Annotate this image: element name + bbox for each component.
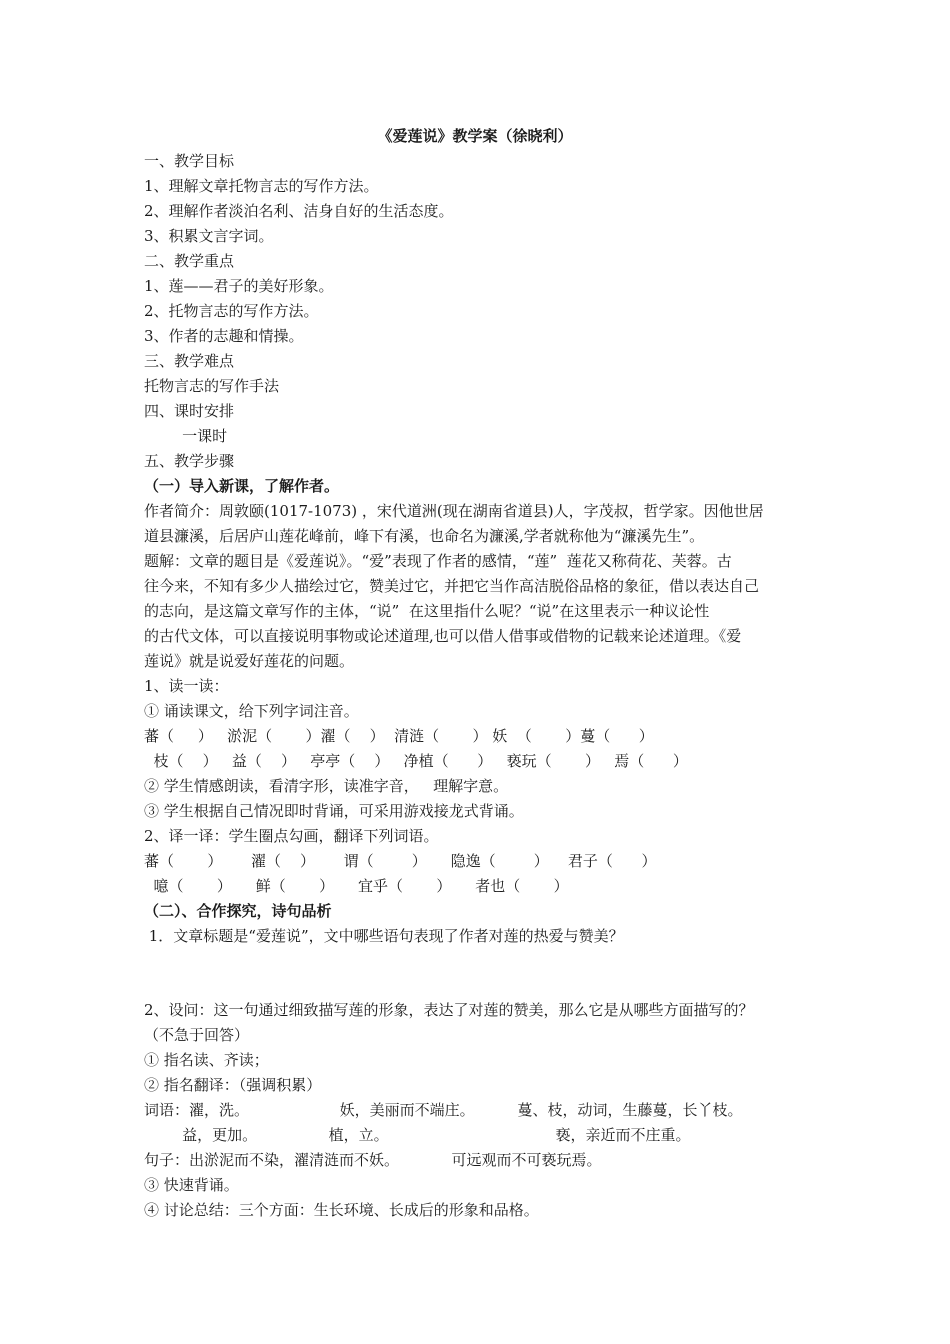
text-line: 1、读一读： <box>144 677 229 695</box>
text-line: 一课时 <box>144 427 228 445</box>
sentence-line: 句子：出淤泥而不染，濯清涟而不妖。 可远观而不可亵玩焉。 <box>144 1151 602 1169</box>
text-line: ③ 快速背诵。 <box>144 1176 239 1194</box>
text-line: 2、译一译：学生圈点勾画，翻译下列词语。 <box>144 827 439 845</box>
text-line: 作者简介：周敦颐(1017-1073) ，宋代道洲(现在湖南省道县)人，字茂叔，哲学家。因他世居 <box>144 502 764 520</box>
text-line: ① 指名读、齐读； <box>144 1051 269 1069</box>
text-line: 1．文章标题是“爱莲说”，文中哪些语句表现了作者对莲的热爱与赞美？ <box>144 927 624 945</box>
text-line: 莲说》就是说爱好莲花的问题。 <box>144 652 355 670</box>
text-line: 2、托物言志的写作方法。 <box>144 302 319 320</box>
text-line: ② 指名翻译：（强调积累） <box>144 1076 322 1094</box>
text-line: 道县濂溪，后居庐山莲花峰前，峰下有溪，也命名为濂溪,学者就称他为“濂溪先生”。 <box>144 527 705 545</box>
text-line: 2、理解作者淡泊名利、洁身自好的生活态度。 <box>144 202 454 220</box>
text-line: 1、莲——君子的美好形象。 <box>144 277 334 295</box>
text-line: ④ 讨论总结：三个方面：生长环境、长成后的形象和品格。 <box>144 1201 539 1219</box>
section-heading: （一）导入新课，了解作者。 <box>144 477 340 495</box>
text-line: 1、理解文章托物言志的写作方法。 <box>144 177 379 195</box>
text-line: ① 诵读课文，给下列字词注音。 <box>144 702 359 720</box>
heading-difficulties: 三、教学难点 <box>144 352 235 370</box>
text-line: ③ 学生根据自己情况即时背诵，可采用游戏接龙式背诵。 <box>144 802 524 820</box>
text-line: 的志向，是这篇文章写作的主体，“说” 在这里指什么呢？“说”在这里表示一种议论性 <box>144 602 710 620</box>
document-title: 《爱莲说》教学案（徐晓利） <box>377 127 573 145</box>
heading-objectives: 一、教学目标 <box>144 152 235 170</box>
pinyin-blanks-row: 枝（ ） 益（ ） 亭亭（ ） 净植（ ） 亵玩（ ） 焉（ ） <box>144 752 688 770</box>
text-line: （不急于回答） <box>144 1026 250 1044</box>
heading-steps: 五、教学步骤 <box>144 452 235 470</box>
section-heading: （二）、合作探究，诗句品析 <box>144 902 332 920</box>
heading-schedule: 四、课时安排 <box>144 402 235 420</box>
vocab-line: 词语：濯，洗。 妖，美丽而不端庄。 蔓、枝，动词，生藤蔓，长丫枝。 <box>144 1101 743 1119</box>
text-line: 的古代文体，可以直接说明事物或论述道理,也可以借人借事或借物的记载来论述道理。《爱 <box>144 627 742 645</box>
text-line: ② 学生情感朗读，看清字形，读准字音， 理解字意。 <box>144 777 509 795</box>
translation-blanks-row: 噫（ ） 鲜（ ） 宜乎（ ） 者也（ ） <box>144 877 569 895</box>
pinyin-blanks-row: 蕃（ ） 淤泥（ ）濯（ ） 清涟（ ） 妖 （ ）蔓（ ） <box>144 727 654 745</box>
text-line: 题解：文章的题目是《爱莲说》。“爱”表现了作者的感情，“莲” 莲花又称荷花、芙蓉。古 <box>144 552 732 570</box>
vocab-line: 益，更加。 植，立。 亵，亲近而不庄重。 <box>144 1126 691 1144</box>
text-line: 托物言志的写作手法 <box>144 377 280 395</box>
heading-key-points: 二、教学重点 <box>144 252 235 270</box>
text-line: 3、作者的志趣和情操。 <box>144 327 304 345</box>
text-line: 3、积累文言字词。 <box>144 227 274 245</box>
text-line: 2、设问：这一句通过细致描写莲的形象，表达了对莲的赞美，那么它是从哪些方面描写的？ <box>144 1001 754 1019</box>
translation-blanks-row: 蕃（ ） 濯（ ） 谓（ ） 隐逸（ ） 君子（ ） <box>144 852 657 870</box>
text-line: 往今来，不知有多少人描绘过它，赞美过它，并把它当作高洁脱俗品格的象征，借以表达自己 <box>144 577 760 595</box>
